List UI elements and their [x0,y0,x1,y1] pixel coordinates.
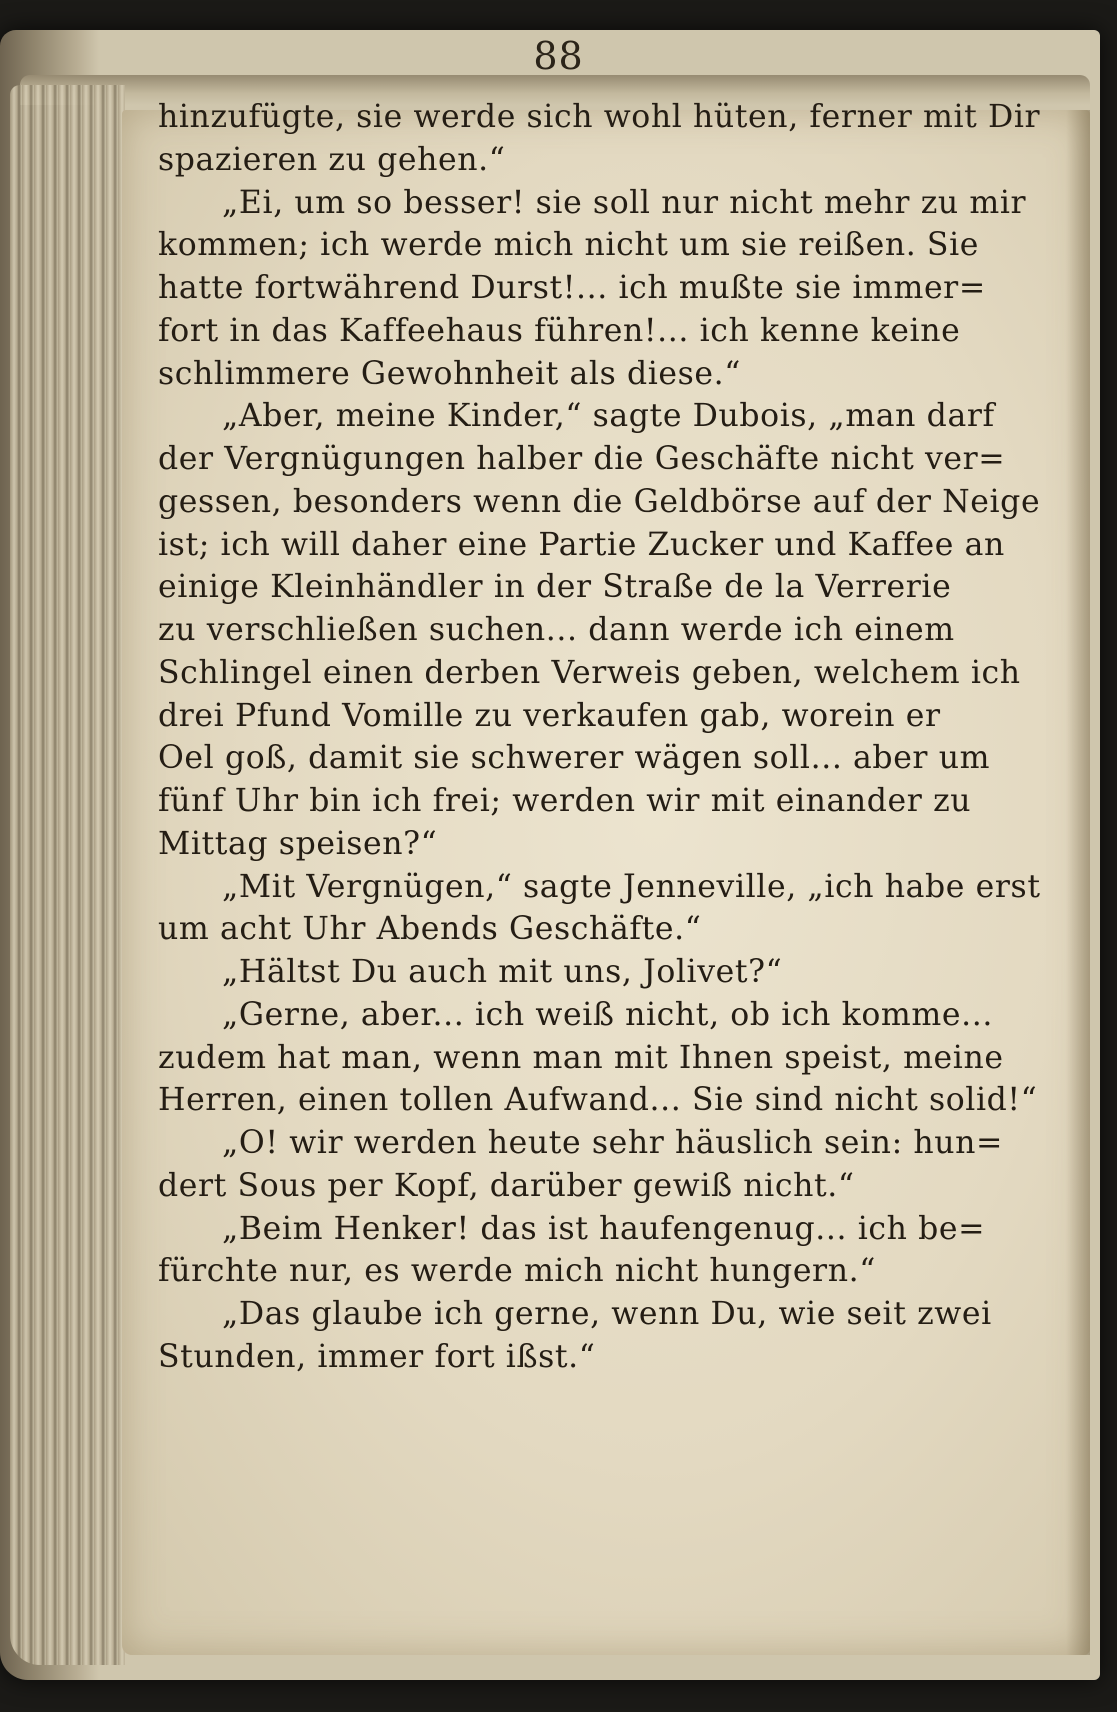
text-line: spazieren zu gehen.“ [158,141,506,178]
text-line: hinzufügte, sie werde sich wohl hüten, ferner mit Dir [158,99,1041,135]
text-line: zudem hat man, wenn man mit Ihnen speist, meine [158,1039,1004,1076]
text-line: „Gerne, aber... ich weiß nicht, ob ich komme... [222,996,993,1033]
text-line: „Aber, meine Kinder,“ sagte Dubois, „man darf [222,398,995,435]
text-line: Schlingel einen derben Verweis geben, welchem ich [158,654,1021,691]
text-line: der Vergnügungen halber die Geschäfte nicht ver= [158,441,1006,477]
text-line: Herren, einen tollen Aufwand... Sie sind nicht solid!“ [158,1082,1038,1119]
text-line: ist; ich will daher eine Partie Zucker und Kaffee an [158,526,1005,563]
text-line: einige Kleinhändler in der Straße de la Verrerie [158,569,952,606]
page-text [158,96,1041,1379]
text-line: „Beim Henker! das ist haufengenug... ich be= [222,1210,986,1247]
text-line: „Ei, um so besser! sie soll nur nicht mehr zu mir [222,184,1027,221]
text-line: drei Pfund Vomille zu verkaufen gab, worein er [158,697,941,734]
text-line: Stunden, immer fort ißst.“ [158,1338,596,1375]
text-line: „Hältst Du auch mit uns, Jolivet?“ [222,954,783,990]
text-line: zu verschließen suchen... dann werde ich einem [158,612,955,648]
text-line: dert Sous per Kopf, darüber gewiß nicht.“ [158,1167,855,1204]
text-line: schlimmere Gewohnheit als diese.“ [158,355,741,392]
text-line: „Das glaube ich gerne, wenn Du, wie seit zwei [222,1296,992,1332]
text-line: hatte fortwährend Durst!... ich mußte sie immer= [158,270,986,306]
text-line: „O! wir werden heute sehr häuslich sein: hun= [222,1125,1004,1161]
page-stack-left-edge [10,85,125,1665]
text-line: fort in das Kaffeehaus führen!... ich kenne keine [158,312,961,349]
text-line: Oel goß, damit sie schwerer wägen soll... aber um [158,740,991,777]
text-line: „Mit Vergnügen,“ sagte Jenneville, „ich habe erst [222,868,1041,905]
text-line: um acht Uhr Abends Geschäfte.“ [158,911,702,948]
text-line: kommen; ich werde mich nicht um sie reißen. Sie [158,227,980,264]
page-number: 88 [533,34,584,78]
text-line: fürchte nur, es werde mich nicht hungern.“ [158,1253,876,1290]
spine-shadow [1066,110,1090,1655]
text-line: fünf Uhr bin ich frei; werden wir mit einander zu [158,783,972,819]
text-line: gessen, besonders wenn die Geldbörse auf der Neige [158,483,1041,520]
text-line: Mittag speisen?“ [158,825,438,862]
